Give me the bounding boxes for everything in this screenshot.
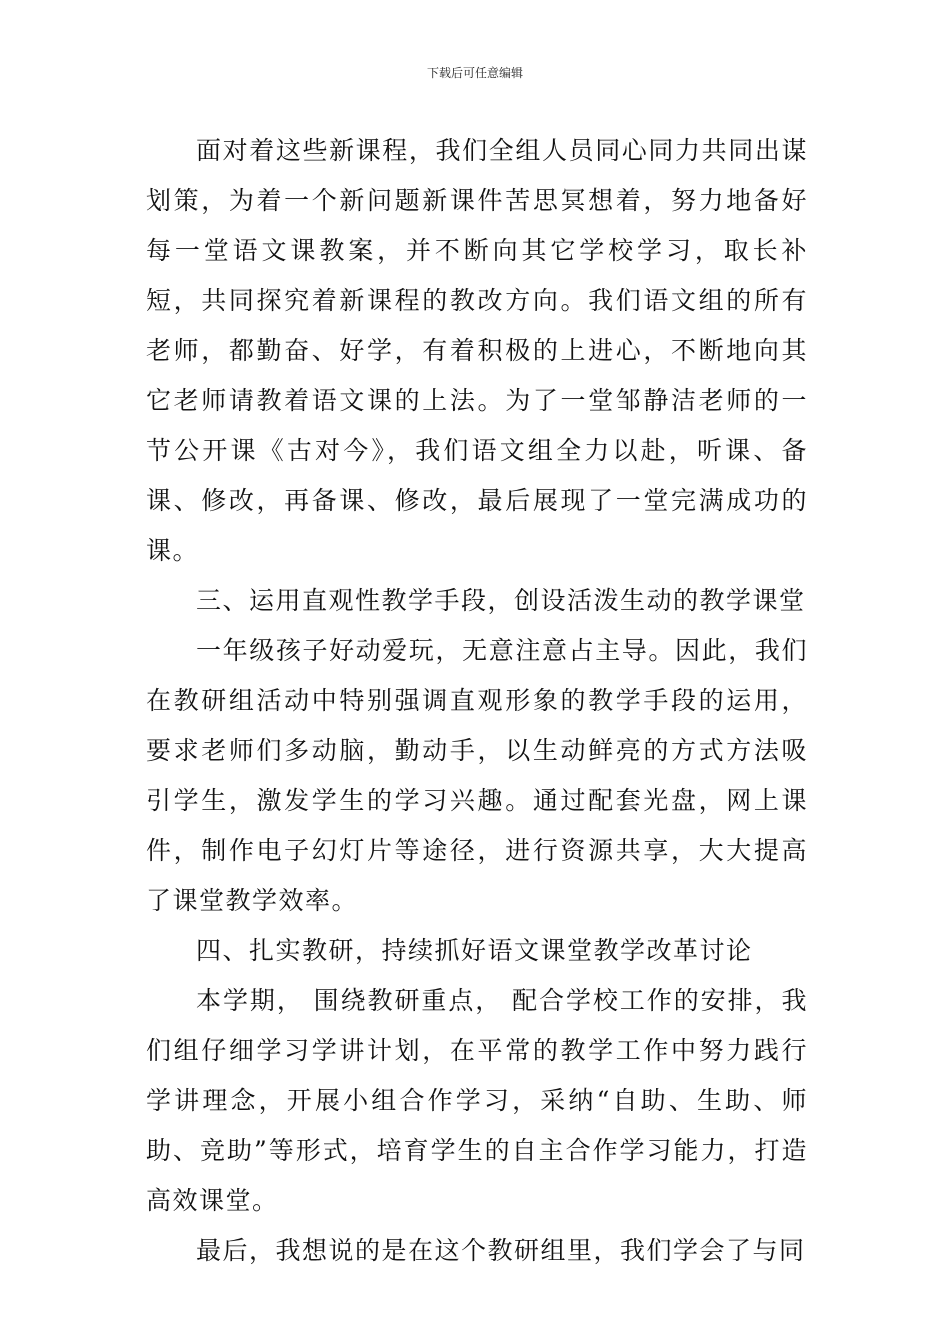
paragraph-closing: 最后，我想说的是在这个教研组里，我们学会了与同	[196, 1236, 806, 1265]
heading-section-three: 三、运用直观性教学手段，创设活泼生动的教学课堂	[196, 586, 806, 615]
paragraph-this-semester: 本学期， 围绕教研重点， 配合学校工作的安排，我们组仔细学习学讲计划，在平常的教学工作中努力践行学讲理念，开展小组合作学习，采纳“自助、生助、师助、竞助”等形式，培育学生的自主合作学习能力，打造高效课堂。	[146, 986, 808, 1215]
paragraph-intuitive-teaching: 一年级孩子好动爱玩，无意注意占主导。因此，我们在教研组活动中特别强调直观形象的教学手段的运用，要求老师们多动脑，勤动手，以生动鲜亮的方式方法吸引学生，激发学生的学习兴趣。通过配套光盘，网上课件，制作电子幻灯片等途径，进行资源共享，大大提高了课堂教学效率。	[146, 636, 808, 915]
heading-section-four: 四、扎实教研，持续抓好语文课堂教学改革讨论	[196, 936, 753, 965]
page-header: 下载后可任意编辑	[426, 66, 523, 80]
paragraph-lesson-preparation: 面对着这些新课程，我们全组人员同心同力共同出谋划策，为着一个新问题新课件苦思冥想着，努力地备好每一堂语文课教案，并不断向其它学校学习，取长补短，共同探究着新课程的教改方向。我们语文组的所有老师，都勤奋、好学，有着积极的上进心，不断地向其它老师请教着语文课的上法。为了一堂邹静洁老师的一节公开课《古对今》，我们语文组全力以赴，听课、备课、修改，再备课、修改，最后展现了一堂完满成功的课。	[146, 136, 808, 565]
document-body	[146, 126, 808, 1276]
